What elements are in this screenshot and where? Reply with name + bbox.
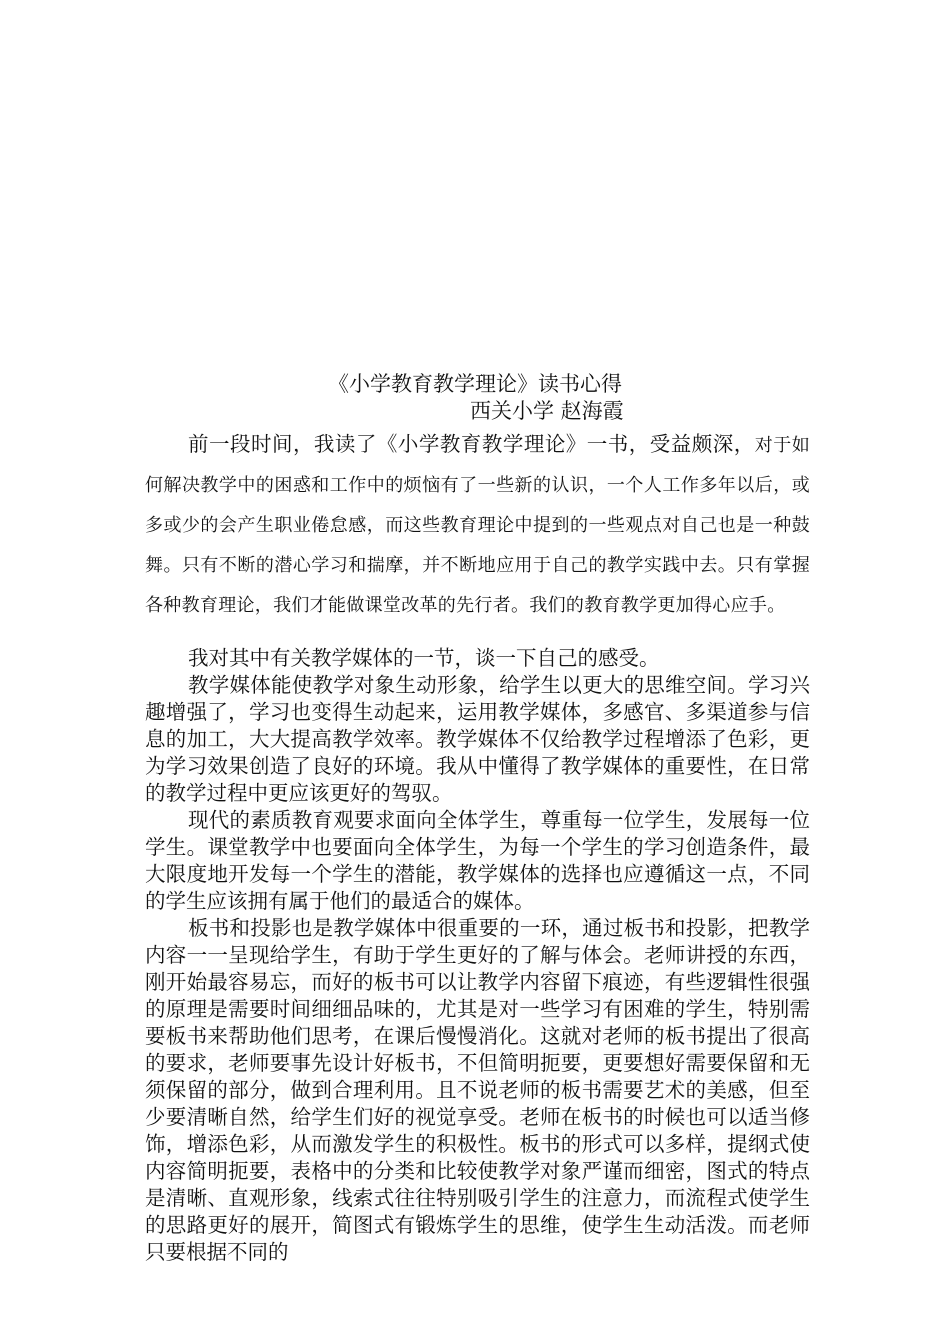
body-paragraph: 现代的素质教育观要求面向全体学生，尊重每一位学生，发展每一位学生。课堂教学中也要面向全体学生，为每一个学生的学习创造条件，最大限度地开发每一个学生的潜能，教学媒体的选择也应遵循这一点，不同的学生应该拥有属于他们的最适合的媒体。 xyxy=(145,808,810,913)
intro-text xyxy=(145,424,810,626)
intro-rest: 对于如何解决教学中的困惑和工作中的烦恼有了一些新的认识，一个人工作多年以后，或多或少的会产生职业倦怠感，而这些教育理论中提到的一些观点对自己也是一种鼓舞。只有不断的潜心学习和揣摩，并不断地应用于自己的教学实践中去。只有掌握各种教育理论，我们才能做课堂改革的先行者。我们的教育教学更加得心应手。 xyxy=(145,435,810,616)
intro-paragraph xyxy=(145,424,810,626)
body-paragraph: 板书和投影也是教学媒体中很重要的一环，通过板书和投影，把教学内容一一呈现给学生，有助于学生更好的了解与体会。老师讲授的东西，刚开始最容易忘，而好的板书可以让教学内容留下痕迹，有些逻辑性很强的原理是需要时间细细品味的，尤其是对一些学习有困难的学生，特别需要板书来帮助他们思考，在课后慢慢消化。这就对老师的板书提出了很高的要求，老师要事先设计好板书，不但简明扼要，更要想好需要保留和无须保留的部分，做到合理利用。且不说老师的板书需要艺术的美感，但至少要清晰自然，给学生们好的视觉享受。老师在板书的时候也可以适当修饰，增添色彩，从而激发学生的积极性。板书的形式可以多样，提纲式使内容简明扼要，表格中的分类和比较使教学对象严谨而细密，图式的特点是清晰、直观形象，线索式往往特别吸引学生的注意力，而流程式使学生的思路更好的展开，简图式有锻炼学生的思维，使学生生动活泼。而老师只要根据不同的 xyxy=(145,916,810,1264)
body-paragraphs xyxy=(145,645,810,1266)
intro-lead: 前一段时间，我读了《小学教育教学理论》一书，受益颇深， xyxy=(188,432,755,456)
author-line: 西关小学 赵海霞 xyxy=(470,399,624,423)
document-title: 《小学教育教学理论》读书心得 xyxy=(328,372,622,396)
body-paragraph: 我对其中有关教学媒体的一节，谈一下自己的感受。 xyxy=(188,646,660,670)
body-paragraph: 教学媒体能使教学对象生动形象，给学生以更大的思维空间。学习兴趣增强了，学习也变得生动起来，运用教学媒体，多感官、多渠道参与信息的加工，大大提高教学效率。教学媒体不仅给教学过程增添了色彩，更为学习效果创造了良好的环境。我从中懂得了教学媒体的重要性，在日常的教学过程中更应该更好的驾驭。 xyxy=(145,673,810,805)
